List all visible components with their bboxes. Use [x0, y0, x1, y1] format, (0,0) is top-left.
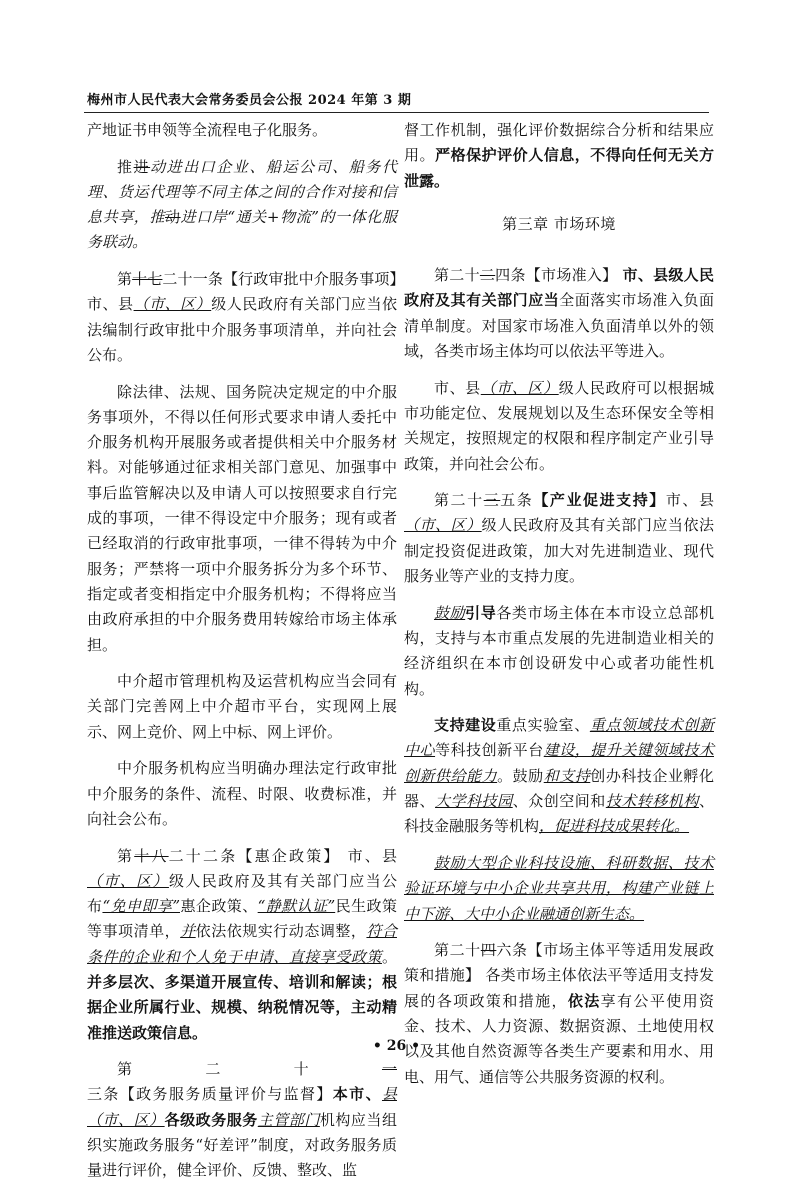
text: 享有公平使用资金、技术、人力资源、数据资源、土地使用权以及其他自然资源等各类生产要素和用水、用电、用气、通信等公共服务资源的权利。 [404, 991, 714, 1086]
paragraph [404, 713, 714, 839]
text: 产地证书申领等全流程电子化服务。 [87, 121, 328, 139]
text: 。 [381, 947, 397, 966]
inserted-text: 鼓励 [434, 603, 466, 622]
page-header: 梅州市人民代表大会常务委员会公报 2024 年第 3 期 [87, 93, 412, 108]
bold-text: 市、县级人民政府及其有关部门应当 [404, 266, 714, 310]
deleted-text: 十八 [134, 846, 169, 865]
paragraph [87, 380, 397, 658]
inserted-text: 并 [180, 922, 196, 941]
inserted-text: 进口岸“通关+物流”的一体化服务联动。 [87, 208, 397, 252]
text: 第 [117, 270, 133, 289]
text: 民生政策等事项清单， [87, 897, 397, 941]
paragraph [87, 155, 397, 256]
text: 三条【政务服务质量评价与监督】 [87, 1085, 333, 1104]
paragraph [404, 601, 714, 702]
text: 级人民政府可以根据城市功能定位、发展规划以及生态环保安全等相关规定，按照规定的权限和程序制定产业引导政策，并向社会公布。 [404, 378, 714, 473]
text: 二十一条【行政审批中介服务事项】市、县 [87, 270, 397, 314]
article-21 [87, 267, 397, 368]
text: 第二十 [434, 491, 484, 510]
text: 五条 [500, 491, 534, 510]
text: 、科技金融服务等机构 [404, 792, 714, 836]
article-22 [87, 844, 397, 1046]
inserted-text: 大学科技园 [435, 792, 513, 811]
deleted-text: 四 [480, 941, 497, 960]
paragraph [87, 118, 397, 143]
bold-text: 依法 [567, 991, 601, 1010]
inserted-text: （市、区） [480, 378, 559, 397]
page-number: • 26 • [372, 1038, 421, 1054]
right-column [404, 118, 714, 1101]
text: 第二十 [434, 266, 480, 285]
text: 全面落实市场准入负面清单制度。对国家市场准入负面清单以外的领域，各类市场主体均可以依法平等进入。 [404, 291, 714, 361]
deleted-text: 动 [165, 208, 181, 227]
bold-text: 引导 [465, 603, 497, 622]
inserted-text: 县（市、区） [87, 1085, 397, 1129]
paragraph [404, 376, 714, 477]
text: 第二十 [434, 941, 481, 960]
bold-text: 严格保护评价人信息，不得向任何无关方泄露。 [404, 146, 714, 190]
inserted-text: “免申即享” [102, 897, 180, 916]
bold-text: 各级政务服务 [164, 1110, 258, 1129]
inserted-text: ，促进科技成果转化。 [539, 817, 690, 836]
text: 创办科技企业孵化器、 [404, 766, 714, 811]
text: 惠企政策、 [180, 897, 258, 916]
inserted-text: “静默认证” [257, 897, 336, 916]
article-25 [404, 488, 714, 589]
text: 级人民政府及其有关部门应当公布 [87, 871, 397, 916]
paragraph [404, 118, 714, 194]
inserted-text: 技术转移机构 [605, 792, 699, 811]
inserted-text: （市、区） [87, 871, 169, 890]
inserted-text: 建设，提升关键领域技术创新供给能力 [404, 741, 714, 785]
text: 四条【市场准入】 [495, 266, 623, 285]
text: 级人民政府及其有关部门应当依法制定投资促进政策，加大对先进制造业、现代服务业等产业的支持力度。 [404, 516, 714, 586]
text: 机构应当组织实施政务服务“好差评”制度，对政务服务质量进行评价，健全评价、反馈、整改、监 [87, 1110, 397, 1180]
bold-text: 建设 [465, 716, 497, 735]
inserted-text: 鼓励大型企业科技设施、科研数据、技术验证环境与中小企业共享共用，构建产业链上中下游、大中小企业融通创新生态。 [404, 853, 714, 923]
article-26 [404, 938, 714, 1090]
article-24 [404, 263, 714, 364]
chapter-heading: 第三章 市场环境 [502, 214, 616, 233]
bold-text: 【产业促进支持】 [533, 491, 666, 510]
text: 、众创空间和 [512, 792, 606, 811]
header-rule [84, 112, 709, 113]
text: 六条【市场主体平等适用发展政策和措施】 各类市场主体依法平等适用支持发展的各项政策和措施， [404, 941, 714, 1010]
text: 第二十 [117, 1060, 382, 1079]
paragraph [404, 851, 714, 927]
inserted-text: （市、区） [404, 516, 482, 535]
deleted-text: 三 [483, 491, 501, 510]
bold-text: 本市、 [332, 1085, 382, 1104]
inserted-text: （市、区） [133, 295, 212, 314]
text: 督工作机制，强化评价数据综合分析和结果应用。 [404, 121, 714, 165]
deleted-text: 二 [479, 266, 496, 285]
inserted-text: 和支持 [543, 766, 591, 785]
text: 二十二条【惠企政策】 市、县 [168, 846, 397, 865]
bold-text: 并多层次、多渠道开展宣传、培训和解读；根据企业所属行业、规模、纳税情况等，主动精准推送政策信息。 [87, 972, 397, 1042]
left-column [87, 118, 397, 1195]
text: 第 [117, 846, 135, 865]
paragraph [87, 756, 397, 832]
paragraph [87, 669, 397, 745]
bold-text: 支持 [434, 716, 466, 735]
text: 重点实验室、 [496, 716, 590, 735]
text: 级人民政府有关部门应当依法编制行政审批中介服务事项清单，并向社会公布。 [87, 295, 397, 364]
text: 。鼓励 [497, 766, 544, 785]
inserted-text: 主管部门 [257, 1110, 320, 1129]
text: 中介服务机构应当明确办理法定行政审批中介服务的条件、流程、时限、收费标准，并向社会公布。 [87, 759, 397, 828]
text: 市、县 [665, 491, 714, 510]
text: 各类市场主体在本市设立总部机构，支持与本市重点发展的先进制造业相关的经济组织在本市创设研发中心或者功能性机构。 [404, 603, 714, 698]
deleted-text: 十七 [132, 270, 163, 289]
text: 除法律、法规、国务院决定规定的中介服务事项外，不得以任何形式要求申请人委托中介服务机构开展服务或者提供相关中介服务材料。对能够通过征求相关部门意见、加强事中事后监管解决以及申请人可以按照要求自行完成的事项，一律不得设定中介服务；现有或者已经取消的行政审批事项，一律不得转为中介服务；严禁将一项中介服务拆分为多个环节、指定或者变相指定中介服务机构；不得将应当由政府承担的中介服务费用转嫁给市场主体承担。 [87, 382, 397, 654]
inserted-text: 符合条件的企业和个人免于申请、直接享受政策 [87, 922, 397, 966]
deleted-text: 进 [133, 157, 151, 176]
deleted-text: 一 [381, 1060, 397, 1079]
text: 中介超市管理机构及运营机构应当会同有关部门完善网上中介超市平台，实现网上展示、网上竞价、网上中标、网上评价。 [87, 672, 397, 741]
inserted-text: 重点领域技术创新中心 [404, 716, 714, 760]
text: 推 [117, 157, 134, 176]
text: 市、县 [434, 378, 481, 397]
article-23 [87, 1057, 397, 1183]
text: 等科技创新平台 [435, 741, 544, 760]
inserted-text: 动进出口企业、船运公司、船务代理、货运代理等不同主体之间的合作对接和信息共享，推 [87, 157, 397, 227]
text: 依法依规实行动态调整， [195, 922, 367, 941]
